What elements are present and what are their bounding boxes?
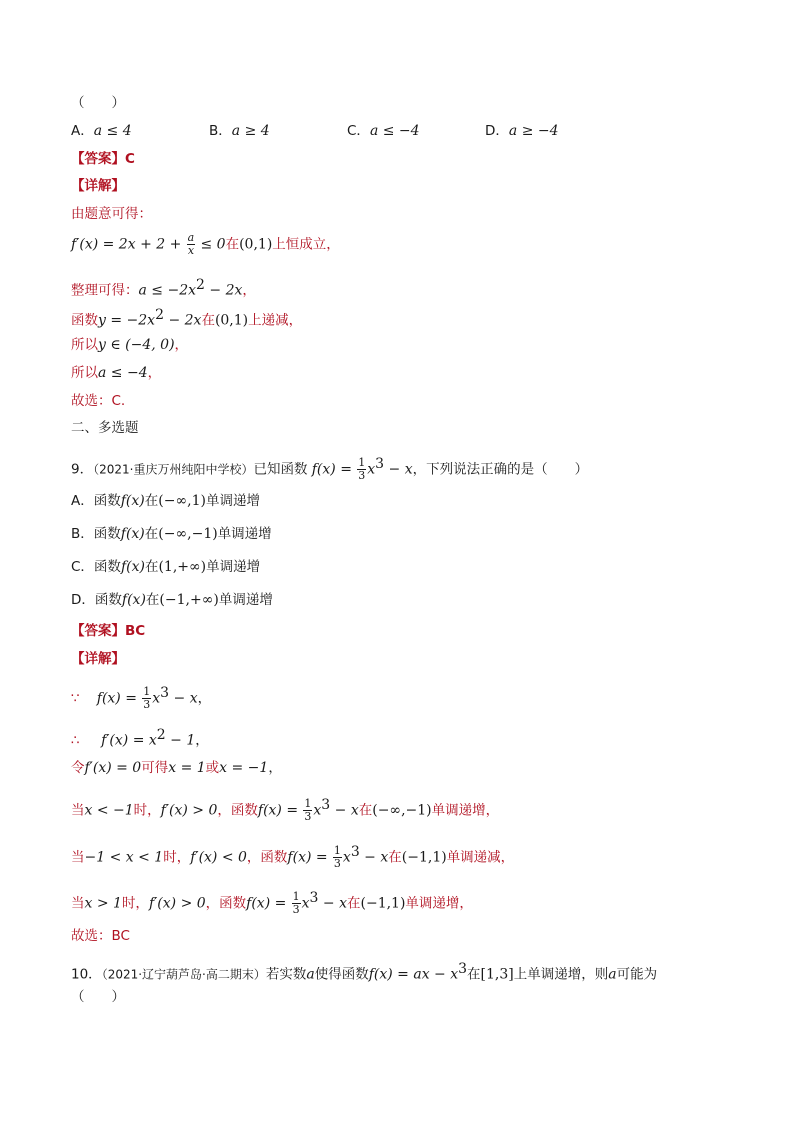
q9-conclusion: 故选：BC: [71, 928, 130, 944]
solution-line-6: 所以a ≤ −4，: [71, 365, 162, 381]
q9-detail-roots: 令f′(x) = 0可得x = 1或x = −1，: [71, 760, 282, 776]
fraction-one-third: $\frac{1}{3}$: [304, 797, 312, 823]
q9-detail-therefore: ∴ $f'(x) = x^2 - 1$，: [71, 727, 209, 749]
option-d: D．a ≥ −4: [485, 123, 559, 139]
question-9-stem: 9．（2021·重庆万州纯阳中学校）已知函数 f(x) = $\frac{1}{3}$ $x^3 - x$，下列说法正确的是（ ）: [71, 456, 589, 482]
option-b: B．a ≥ 4: [209, 123, 270, 139]
answer-line: 【答案】C: [71, 151, 135, 167]
solution-line-2: f′(x) = 2x + 2 + $\frac{a}{x}$ ≤ 0在(0,1)上恒成立，: [71, 231, 340, 257]
fraction-one-third: $\frac{1}{3}$: [333, 844, 341, 870]
option-a: A．a ≤ 4: [71, 123, 132, 139]
section-heading: 二、多选题: [71, 420, 139, 436]
question-paren: （ ）: [71, 95, 125, 111]
q9-option-c: C．函数f(x)在(1,+∞)单调递增: [71, 559, 261, 575]
question-10-stem: 10．（2021·辽宁葫芦岛·高二期末）若实数a使得函数f(x) = ax − $x^3$在[1,3]上单调递增，则a可能为: [71, 961, 658, 983]
solution-line-5: 所以y ∈ (−4, 0)，: [71, 337, 189, 353]
solution-line-7: 故选：C.: [71, 393, 126, 409]
detail-label: 【详解】: [71, 178, 125, 194]
q9-case-1: 当x < −1时，f′(x) > 0，函数f(x) = $\frac{1}{3}$ $x^3 - x$在(−∞,−1)单调递增，: [71, 797, 500, 823]
question-10-paren: （ ）: [71, 989, 125, 1005]
q9-option-a: A．函数f(x)在(−∞,1)单调递增: [71, 493, 260, 509]
q9-detail-label: 【详解】: [71, 651, 125, 667]
q9-option-b: B．函数f(x)在(−∞,−1)单调递增: [71, 526, 272, 542]
solution-line-3: 整理可得：$a \le -2x^2 - 2x$，: [71, 277, 256, 299]
option-c: C．a ≤ −4: [347, 123, 420, 139]
q9-case-2: 当−1 < x < 1时，f′(x) < 0，函数f(x) = $\frac{1}{3}$ $x^3 - x$在(−1,1)单调递减，: [71, 844, 515, 870]
fraction-a-over-x: $\frac{a}{x}$: [187, 231, 195, 257]
solution-line-4: 函数$y = -2x^2 - 2x$在(0,1)上递减，: [71, 307, 303, 329]
fraction-one-third: $\frac{1}{3}$: [143, 685, 151, 711]
q9-case-3: 当x > 1时，f′(x) > 0，函数f(x) = $\frac{1}{3}$ $x^3 - x$在(−1,1)单调递增，: [71, 890, 473, 916]
q9-detail-because: ∵ f(x) = $\frac{1}{3}$ $x^3 - x$，: [71, 685, 212, 711]
q9-answer-line: 【答案】BC: [71, 623, 146, 639]
fraction-one-third: $\frac{1}{3}$: [292, 890, 300, 916]
q9-option-d: D．函数f(x)在(−1,+∞)单调递增: [71, 592, 273, 608]
solution-line-1: 由题意可得：: [71, 206, 152, 222]
fraction-one-third: $\frac{1}{3}$: [358, 456, 366, 482]
